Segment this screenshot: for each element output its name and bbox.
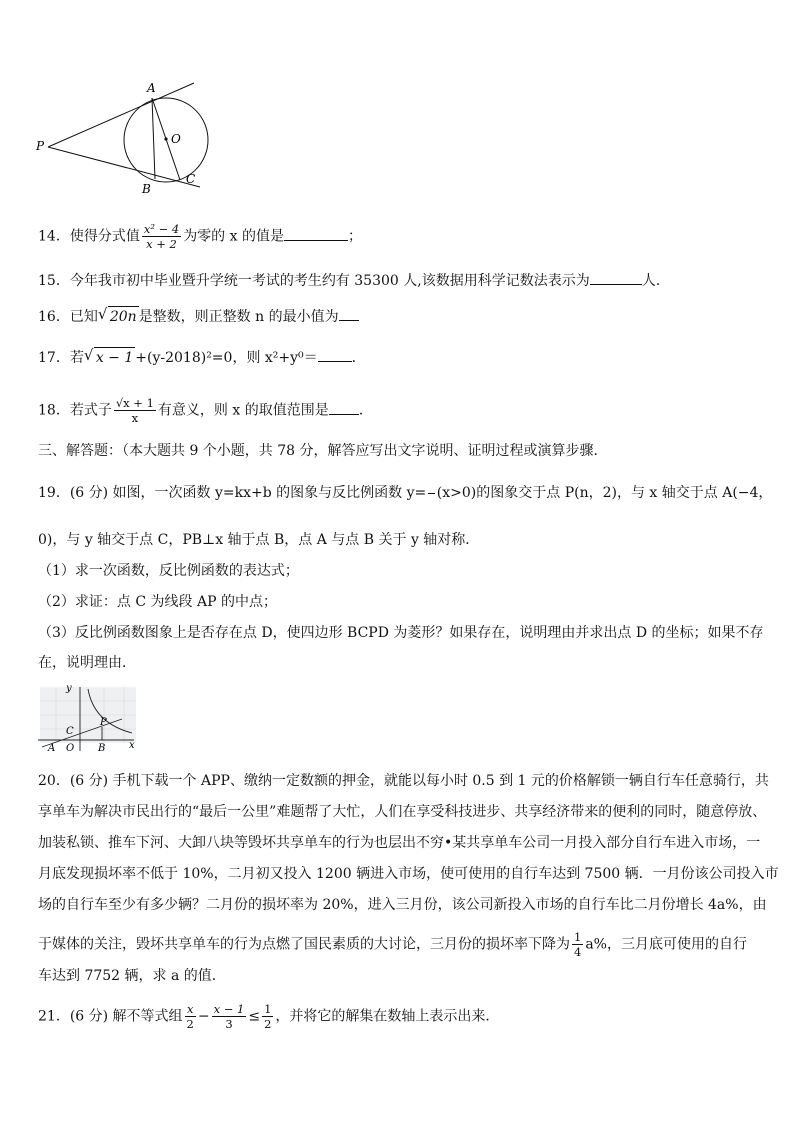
q15-text: 15．今年我市初中毕业暨升学统一考试的考生约有 35300 人,该数据用科学记数法表示为 [38,273,590,289]
question-17 [38,347,366,368]
q18-answer-blank[interactable] [329,400,359,415]
q20-text-b: a%，三月底可使用的自行 [585,936,747,953]
q21-f3-den: 2 [264,1017,272,1031]
q21-f1-den: 2 [186,1017,194,1031]
q19-text-a: 19．(6 分) 如图，一次函数 y=kx+b 的图象与反比例函数 y= [38,485,427,501]
question-19-line-1 [38,483,772,503]
q19-text-b: (x>0)的图象交于点 P(n，2)，与 x 轴交于点 A(−4， [436,485,773,501]
question-20-line-3: 加装私锁、推车下河、大卸八块等毁坏共享单车的行为也层出不穷•某共享单车公司一月投入部分自行车进入市场，一 [38,835,761,851]
q14-answer-blank[interactable] [284,226,348,241]
q18-denominator: x [131,411,139,425]
q16-text: 是整数，则正整数 n 的最小值为 [138,309,339,325]
label-y: y [66,683,72,694]
q14-denominator: x + 2 [146,237,177,251]
q18-numerator: √x + 1 [115,396,154,410]
label-p: P [100,717,107,728]
q17-answer-blank[interactable] [318,347,352,362]
q14-end: ； [347,228,362,245]
question-21 [38,1002,499,1031]
q21-minus: − [197,1008,210,1025]
q19-fraction [428,485,435,502]
q14-fraction [142,222,181,251]
q15-answer-blank[interactable] [590,270,642,285]
q18-end: . [358,402,364,419]
q21-fraction-1 [185,1002,196,1031]
q20-fraction [572,930,583,959]
label-c: C [66,726,74,737]
tangent-circle-figure [30,75,220,195]
q14-prefix: 14．使得分式值 [38,228,140,245]
question-14 [38,222,362,251]
q20-text-a: 于媒体的关注，毁坏共享单车的行为点燃了国民素质的大讨论，三月份的损坏率下降为 [38,936,570,953]
q21-fraction-2 [212,1002,247,1031]
q16-prefix: 16．已知 [38,309,98,325]
q21-f1-num: x [185,1002,196,1017]
q16-radical: √ 20n [108,306,139,327]
q17-text: +(y-2018)²=0，则 x²+y⁰＝ [135,350,318,366]
q14-text: 为零的 x 的值是 [183,228,284,245]
label-b: B [142,182,151,195]
question-19-line-2: 0)，与 y 轴交于点 C，PB⊥x 轴于点 B，点 A 与点 B 关于 y 轴对称． [38,532,480,548]
question-19-part-3b: 在，说明理由． [38,655,136,671]
q17-prefix: 17．若 [38,350,84,366]
question-20-line-2: 享单车为解决市民出行的“最后一公里”难题帮了大忙，人们在享受科技进步、共享经济带来的便利的同时，随意停放、 [38,804,767,820]
tangent-line-pb [48,147,200,187]
label-c: C [186,172,196,186]
q21-text: ，并将它的解集在数轴上表示出来． [275,1008,500,1025]
question-20-line-7: 车达到 7752 辆，求 a 的值． [38,968,226,984]
q20-fraction-den: 4 [574,945,582,959]
q21-prefix: 21．(6 分) 解不等式组 [38,1008,183,1025]
question-20-line-1: 20．(6 分) 手机下载一个 APP、缴纳一定数额的押金，就能以每小时 0.5 到 1 元的价格解锁一辆自行车任意骑行，共 [38,773,769,789]
q14-numerator: x² − 4 [143,222,180,236]
label-o: O [171,132,181,146]
q21-f2-den: 3 [225,1017,233,1031]
q15-end: 人. [641,273,661,289]
label-o: O [66,743,75,754]
question-16 [38,306,359,327]
question-19-part-2: （2）求证：点 C 为线段 AP 的中点； [38,594,277,610]
q21-f3-num: 1 [264,1002,272,1016]
q20-fraction-num: 1 [574,930,582,944]
question-20-line-5: 场的自行车至少有多少辆？二月份的损坏率为 20%，进入三月份，该公司新投入市场的自行车比二月份增长 4a%，由 [38,897,767,913]
q17-end: ． [351,350,366,366]
center-point [164,137,167,140]
q19-coordinate-figure [36,683,140,755]
question-20-line-4: 月底发现损坏率不低于 10%，二月初又投入 1200 辆进入市场，使可使用的自行车达到 7500 辆．一月份该公司投入市 [38,866,779,882]
label-x: x [129,740,135,751]
q17-radical: √ x − 1 [94,347,135,368]
q18-prefix: 18．若式子 [38,402,112,419]
question-20-line-6 [38,930,747,959]
label-b: B [98,743,106,754]
q19-fraction-den [428,494,435,502]
q21-fraction-3 [262,1002,273,1031]
label-a: A [147,81,156,95]
section-3-heading: 三、解答题：（本大题共 9 个小题，共 78 分，解答应写出文字说明、证明过程或演算步骤． [38,443,608,459]
chord-ab [152,98,155,179]
label-p: P [36,139,45,153]
label-a: A [48,743,56,754]
q18-text: 有意义，则 x 的取值范围是 [157,402,329,419]
q16-answer-blank[interactable] [339,306,359,321]
question-15 [38,270,660,291]
q21-f2-num: x − 1 [213,1002,245,1016]
question-19-part-1: （1）求一次函数，反比例函数的表达式； [38,563,299,579]
q18-fraction [114,396,156,425]
question-19-part-3a: （3）反比例函数图象上是否存在点 D，使四边形 BCPD 为菱形？如果存在，说明理由并求出点 D 的坐标；如果不存 [38,625,764,641]
q21-le: ≤ [248,1008,261,1025]
question-18 [38,396,363,425]
